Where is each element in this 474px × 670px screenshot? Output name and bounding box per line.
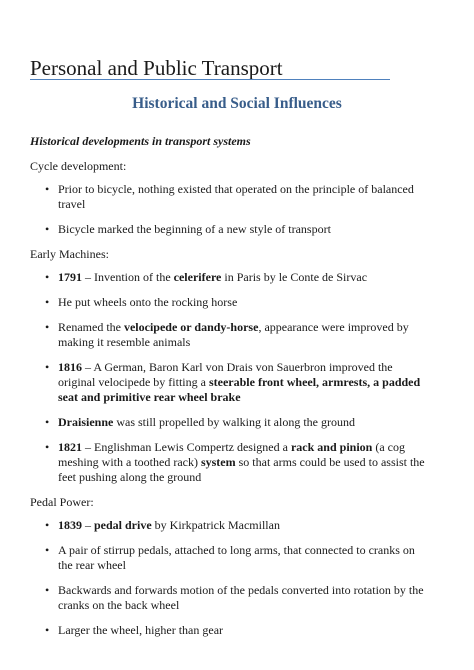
text-run: – A German, Baron Karl von Drais von Sauerbron improved the original velocipede by fitting a — [58, 360, 393, 389]
text-run: – Englishman Lewis Compertz designed a — [82, 440, 291, 454]
bold-text: celerifere — [173, 270, 222, 284]
document-body — [30, 134, 430, 648]
text-run: was still propelled by walking it along the ground — [113, 415, 355, 429]
list-item — [30, 222, 430, 237]
list-item — [30, 360, 430, 405]
bullet-list — [30, 518, 430, 638]
text-run: – Invention of the — [82, 270, 174, 284]
text-run: He put wheels onto the rocking horse — [58, 295, 238, 309]
text-run: , appearance were improved by making it resemble animals — [58, 320, 409, 349]
list-item — [30, 182, 430, 212]
text-run: (a cog meshing with a toothed rack) — [58, 440, 405, 469]
text-run: A pair of stirrup pedals, attached to long arms, that connected to cranks on the rear wheel — [58, 543, 415, 572]
list-item — [30, 543, 430, 573]
bullet-icon: • — [45, 543, 50, 557]
section-heading: Historical developments in transport systems — [30, 134, 251, 148]
text-run: in Paris by le Conte de Sirvac — [221, 270, 368, 284]
group-label: Pedal Power: — [30, 495, 94, 509]
bullet-icon: • — [45, 295, 50, 309]
list-item — [30, 270, 430, 285]
bullet-icon: • — [45, 415, 50, 429]
text-run: Larger the wheel, higher than gear — [58, 623, 224, 637]
text-run: so that arms could be used to assist the feet pushing along the ground — [58, 455, 425, 484]
bold-text: Draisienne — [58, 415, 114, 429]
bullet-list — [30, 270, 430, 485]
bullet-icon: • — [45, 583, 50, 597]
bullet-icon: • — [45, 623, 50, 637]
bold-text: 1821 — [58, 440, 82, 454]
bullet-icon: • — [45, 518, 50, 532]
group-label: Early Machines: — [30, 247, 109, 261]
bold-text: system — [200, 455, 236, 469]
group-label: Cycle development: — [30, 159, 127, 173]
bold-text: velocipede or dandy-horse — [123, 320, 259, 334]
bullet-icon: • — [45, 222, 50, 236]
document-subtitle: Historical and Social Influences — [132, 95, 342, 112]
bold-text: rack and pinion — [290, 440, 373, 454]
bullet-icon: • — [45, 440, 50, 454]
text-run: Bicycle marked the beginning of a new style of transport — [58, 222, 331, 236]
list-item — [30, 583, 430, 613]
text-run: Prior to bicycle, nothing existed that operated on the principle of balanced travel — [58, 182, 414, 211]
bold-text: 1839 — [58, 518, 82, 532]
bullet-icon: • — [45, 320, 50, 334]
bold-text: 1816 — [58, 360, 82, 374]
document-title: Personal and Public Transport — [30, 56, 283, 80]
title-underline — [30, 79, 390, 80]
bold-text: steerable front wheel, armrests, a padded seat and primitive rear wheel brake — [58, 375, 421, 404]
bold-text: pedal drive — [94, 518, 152, 532]
text-run: by Kirkpatrick Macmillan — [151, 518, 280, 532]
text-run: Renamed the — [58, 320, 124, 334]
list-item — [30, 295, 430, 310]
list-item — [30, 623, 430, 638]
bullet-groups — [30, 159, 430, 638]
bold-text: 1791 — [58, 270, 82, 284]
bullet-icon: • — [45, 182, 50, 196]
bullet-list — [30, 182, 430, 237]
list-item — [30, 518, 430, 533]
list-item — [30, 320, 430, 350]
list-item — [30, 440, 430, 485]
text-run: Backwards and forwards motion of the pedals converted into rotation by the cranks on the back wheel — [58, 583, 424, 612]
list-item — [30, 415, 430, 430]
text-run: – — [82, 518, 94, 532]
bullet-icon: • — [45, 270, 50, 284]
bullet-icon: • — [45, 360, 50, 374]
